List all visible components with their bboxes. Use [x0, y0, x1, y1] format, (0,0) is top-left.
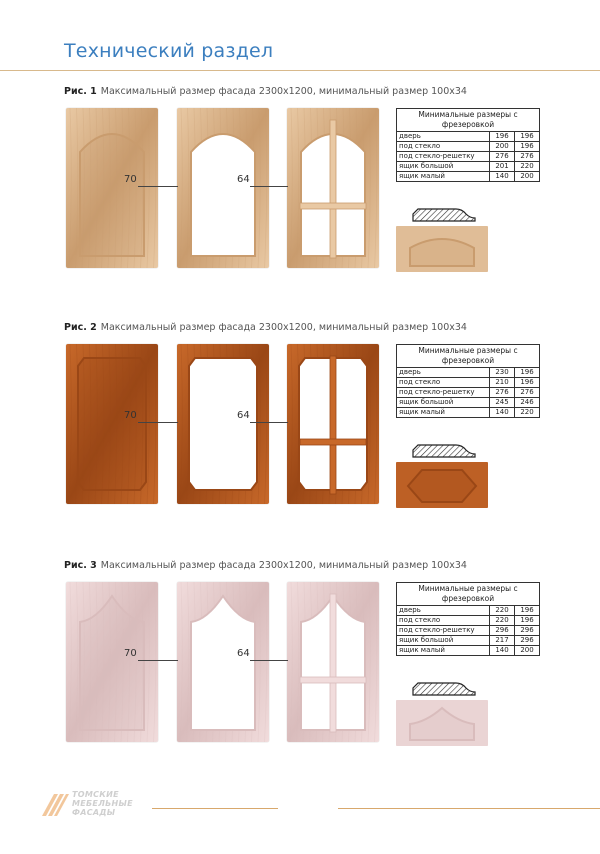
row-value: 200: [515, 172, 540, 182]
row-label: ящик большой: [397, 162, 490, 172]
logo-text: [72, 790, 133, 817]
figure-label: Рис. 3: [64, 560, 97, 571]
figure-caption-text: Максимальный размер фасада 2300х1200, минимальный размер 100х34: [100, 322, 467, 333]
row-value: 196: [515, 606, 540, 616]
dimension-solid-label: 70: [124, 410, 137, 421]
row-value: 246: [515, 398, 540, 408]
table-header: Минимальные размеры с фрезеровкой: [397, 109, 540, 132]
dimension-glass-label: 64: [237, 174, 250, 185]
row-value: 296: [515, 626, 540, 636]
row-value: 276: [490, 388, 515, 398]
row-label: под стекло: [397, 616, 490, 626]
title-divider: [0, 70, 600, 71]
figure-caption-text: Максимальный размер фасада 2300х1200, минимальный размер 100х34: [100, 560, 467, 571]
profile-section-icon: [412, 680, 476, 700]
table-row: [397, 646, 540, 656]
row-label: под стекло-решетку: [397, 388, 490, 398]
row-value: 196: [515, 142, 540, 152]
dimension-solid-line: [138, 422, 178, 423]
row-label: дверь: [397, 368, 490, 378]
drawer-sample: [396, 700, 488, 746]
table-row: [397, 636, 540, 646]
door-lattice: [287, 582, 379, 742]
logo-line-1: ТОМСКИЕ: [72, 790, 119, 799]
table-row: [397, 626, 540, 636]
row-label: дверь: [397, 606, 490, 616]
row-value: 200: [515, 646, 540, 656]
logo-line-3: ФАСАДЫ: [72, 808, 116, 817]
dimension-glass-label: 64: [237, 648, 250, 659]
row-value: 196: [515, 368, 540, 378]
door-glass: [177, 108, 269, 268]
figure-caption: [64, 322, 467, 333]
row-value: 201: [490, 162, 515, 172]
row-value: 217: [490, 636, 515, 646]
row-value: 220: [515, 408, 540, 418]
table-row: [397, 152, 540, 162]
row-value: 196: [515, 616, 540, 626]
figure-caption: [64, 560, 467, 571]
door-solid: [66, 108, 158, 268]
footer-divider-left: [152, 808, 278, 809]
row-label: под стекло: [397, 142, 490, 152]
dimension-glass-line: [250, 186, 288, 187]
table-row: [397, 368, 540, 378]
row-label: под стекло: [397, 378, 490, 388]
page-title: Технический раздел: [64, 40, 274, 62]
min-size-table: [396, 108, 540, 182]
company-logo: [40, 790, 160, 824]
door-solid: [66, 344, 158, 504]
dimension-glass-line: [250, 660, 288, 661]
dimension-solid-line: [138, 660, 178, 661]
door-glass: [177, 344, 269, 504]
door-lattice: [287, 108, 379, 268]
table-row: [397, 398, 540, 408]
door-solid: [66, 582, 158, 742]
table-row: [397, 162, 540, 172]
row-value: 196: [515, 132, 540, 142]
table-row: [397, 172, 540, 182]
figure-caption-text: Максимальный размер фасада 2300х1200, минимальный размер 100х34: [100, 86, 467, 97]
row-value: 245: [490, 398, 515, 408]
table-header: Минимальные размеры с фрезеровкой: [397, 583, 540, 606]
min-size-table: [396, 344, 540, 418]
logo-line-2: МЕБЕЛЬНЫЕ: [72, 799, 133, 808]
row-value: 220: [490, 606, 515, 616]
table-header: Минимальные размеры с фрезеровкой: [397, 345, 540, 368]
row-label: ящик малый: [397, 172, 490, 182]
footer-divider-right: [338, 808, 600, 809]
table-row: [397, 142, 540, 152]
table-row: [397, 616, 540, 626]
row-value: 196: [515, 378, 540, 388]
row-label: ящик большой: [397, 398, 490, 408]
row-value: 276: [515, 152, 540, 162]
row-label: дверь: [397, 132, 490, 142]
row-label: ящик малый: [397, 408, 490, 418]
table-row: [397, 132, 540, 142]
dimension-solid-line: [138, 186, 178, 187]
figure-caption: [64, 86, 467, 97]
row-value: 140: [490, 172, 515, 182]
table-row: [397, 408, 540, 418]
row-value: 220: [490, 616, 515, 626]
row-value: 196: [490, 132, 515, 142]
door-lattice: [287, 344, 379, 504]
row-value: 140: [490, 646, 515, 656]
row-label: ящик малый: [397, 646, 490, 656]
row-value: 200: [490, 142, 515, 152]
dimension-solid-label: 70: [124, 174, 137, 185]
drawer-sample: [396, 226, 488, 272]
row-value: 230: [490, 368, 515, 378]
table-row: [397, 388, 540, 398]
door-glass: [177, 582, 269, 742]
dimension-solid-label: 70: [124, 648, 137, 659]
dimension-glass-line: [250, 422, 288, 423]
drawer-sample: [396, 462, 488, 508]
row-value: 276: [515, 388, 540, 398]
logo-mark-icon: [40, 790, 70, 820]
row-value: 140: [490, 408, 515, 418]
row-label: под стекло-решетку: [397, 626, 490, 636]
row-label: под стекло-решетку: [397, 152, 490, 162]
figure-label: Рис. 2: [64, 322, 97, 333]
table-row: [397, 378, 540, 388]
row-value: 220: [515, 162, 540, 172]
min-size-table: [396, 582, 540, 656]
row-value: 276: [490, 152, 515, 162]
table-row: [397, 606, 540, 616]
profile-section-icon: [412, 206, 476, 226]
row-value: 296: [490, 626, 515, 636]
row-label: ящик большой: [397, 636, 490, 646]
row-value: 296: [515, 636, 540, 646]
figure-label: Рис. 1: [64, 86, 97, 97]
profile-section-icon: [412, 442, 476, 462]
row-value: 210: [490, 378, 515, 388]
dimension-glass-label: 64: [237, 410, 250, 421]
